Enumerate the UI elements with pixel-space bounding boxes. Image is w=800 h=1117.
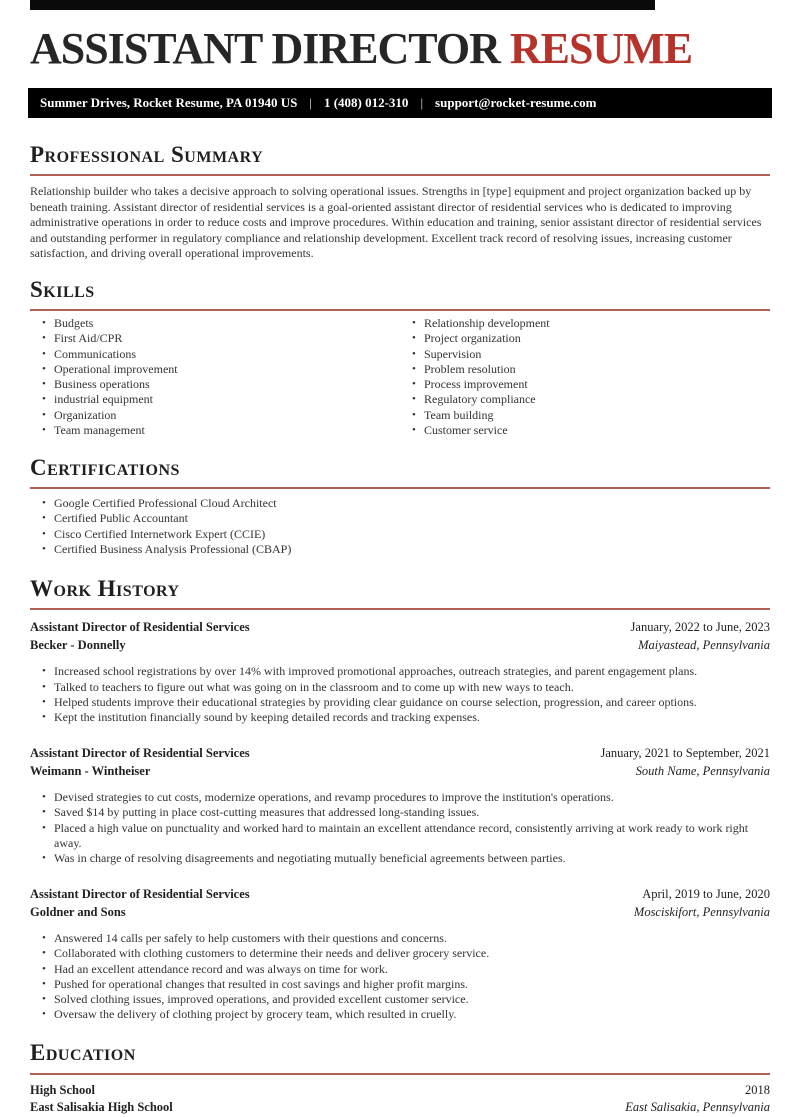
skill-item: • Team management [42, 423, 400, 438]
section-rule [30, 309, 770, 311]
job-bullet: • Talked to teachers to figure out what was going on in the classroom and to come up with new ways to teach. [42, 680, 770, 695]
skill-item: • Regulatory compliance [412, 392, 770, 407]
certification-item: • Certified Business Analysis Professional (CBAP) [42, 542, 770, 557]
certification-item: • Google Certified Professional Cloud Architect [42, 496, 770, 511]
section-rule [30, 608, 770, 610]
job-company: Goldner and Sons [30, 904, 126, 919]
job-bullet-list [30, 664, 770, 725]
job-dates: January, 2022 to June, 2023 [630, 620, 770, 635]
job-title: Assistant Director of Residential Services [30, 746, 250, 761]
job-location: Maiyastead, Pennsylvania [638, 637, 770, 652]
job-dates: January, 2021 to September, 2021 [600, 746, 770, 761]
job-entry [30, 619, 770, 725]
job-bullet: • Saved $14 by putting in place cost-cutting measures that addressed long-standing issues. [42, 805, 770, 820]
section-professional-summary [30, 142, 770, 262]
job-company: Becker - Donnelly [30, 637, 126, 652]
job-bullet: • Answered 14 calls per safely to help customers with their questions and concerns. [42, 931, 770, 946]
certification-item: • Certified Public Accountant [42, 511, 770, 526]
summary-text: Relationship builder who takes a decisive approach to solving operational issues. Strengths in [type] equipment and project organization backed up by beneath training. Assistant director of residential services is a goal-oriented assistant director of residential services who is dedicated to improving administrative operations in order to reduce costs and improve procedures. Within education and training, senior assistant director of residential services and outstanding performer in regulatory compliance and relationship development. Excellent track record of resolving issues, increasing customer satisfaction, and driving overall operational improvements. [30, 184, 762, 261]
job-bullet: • Increased school registrations by over 14% with improved promotional approaches, outreach strategies, and parent engagement plans. [42, 664, 770, 679]
job-bullet: • Helped students improve their educational strategies by providing clear guidance on course selection, progression, and career options. [42, 695, 770, 710]
education-entry [30, 1082, 770, 1117]
page-title-dark: ASSISTANT DIRECTOR [30, 24, 500, 73]
skill-item: • industrial equipment [42, 392, 400, 407]
skill-item: • Communications [42, 347, 400, 362]
school-name: East Salisakia High School [30, 1100, 173, 1115]
skill-item: • Budgets [42, 316, 400, 331]
job-bullet: • Oversaw the delivery of clothing project by grocery team, which resulted in cruelly. [42, 1007, 770, 1022]
section-certifications [30, 455, 770, 557]
section-rule [30, 1073, 770, 1075]
summary-heading: Professional Summary [30, 142, 264, 168]
degree-name: High School [30, 1082, 95, 1097]
work-history-heading: Work History [30, 576, 180, 602]
header-accent-bar [30, 0, 655, 10]
job-bullet: • Was in charge of resolving disagreements and negotiating mutually beneficial agreements between parties. [42, 851, 770, 866]
section-work-history [30, 576, 770, 1022]
job-bullet-list [30, 931, 770, 1022]
page-title [30, 26, 800, 72]
job-bullet-list [30, 790, 770, 866]
job-title: Assistant Director of Residential Services [30, 887, 250, 902]
skill-item: • Problem resolution [412, 362, 770, 377]
skill-item: • Operational improvement [42, 362, 400, 377]
section-rule [30, 487, 770, 489]
job-bullet: • Collaborated with clothing customers to determine their needs and deliver grocery service. [42, 946, 770, 961]
section-rule [30, 174, 770, 176]
job-bullet: • Pushed for operational changes that resulted in cost savings and higher profit margins. [42, 977, 770, 992]
skill-item: • Relationship development [412, 316, 770, 331]
job-bullet: • Kept the institution financially sound by keeping detailed records and tracking expenses. [42, 710, 770, 725]
job-bullet: • Had an excellent attendance record and was always on time for work. [42, 962, 770, 977]
contact-phone: 1 (408) 012-310 [323, 95, 409, 111]
skills-heading: Skills [30, 276, 95, 302]
job-title: Assistant Director of Residential Services [30, 620, 250, 635]
job-bullet: • Placed a high value on punctuality and worked hard to maintain an excellent attendance record, consistently arriving at work ready to work right away. [42, 821, 770, 851]
skill-item: • Business operations [42, 377, 400, 392]
job-bullet: • Devised strategies to cut costs, modernize operations, and revamp procedures to improve the institution's operations. [42, 790, 770, 805]
section-skills [30, 277, 770, 438]
education-heading: Education [30, 1040, 136, 1066]
certifications-heading: Certifications [30, 454, 180, 480]
resume-body [0, 142, 800, 1116]
school-location: East Salisakia, Pennsylvania [625, 1100, 770, 1115]
skill-item: • Organization [42, 408, 400, 423]
job-company: Weimann - Wintheiser [30, 763, 151, 778]
job-location: South Name, Pennsylvania [635, 763, 770, 778]
pipe-separator: | [309, 95, 312, 111]
skill-item: • Supervision [412, 347, 770, 362]
skills-list-right [400, 316, 770, 438]
job-entry [30, 886, 770, 1022]
section-education [30, 1040, 770, 1116]
certification-item: • Cisco Certified Internetwork Expert (CCIE) [42, 527, 770, 542]
contact-address: Summer Drives, Rocket Resume, PA 01940 US [40, 95, 298, 111]
certifications-list [30, 496, 770, 557]
skill-item: • Process improvement [412, 377, 770, 392]
job-entry [30, 745, 770, 866]
skill-item: • Team building [412, 408, 770, 423]
skills-columns [30, 316, 770, 438]
pipe-separator: | [420, 95, 424, 111]
skill-item: • Customer service [412, 423, 770, 438]
contact-bar [28, 88, 772, 118]
contact-email: support@rocket-resume.com [435, 95, 597, 111]
skill-item: • Project organization [412, 331, 770, 346]
skill-item: • First Aid/CPR [42, 331, 400, 346]
job-dates: April, 2019 to June, 2020 [642, 887, 770, 902]
graduation-year: 2018 [745, 1082, 770, 1097]
job-location: Mosciskifort, Pennsylvania [633, 904, 770, 919]
skills-list-left [30, 316, 400, 438]
page-title-accent: RESUME [509, 24, 693, 73]
job-bullet: • Solved clothing issues, improved operations, and provided excellent customer service. [42, 992, 770, 1007]
